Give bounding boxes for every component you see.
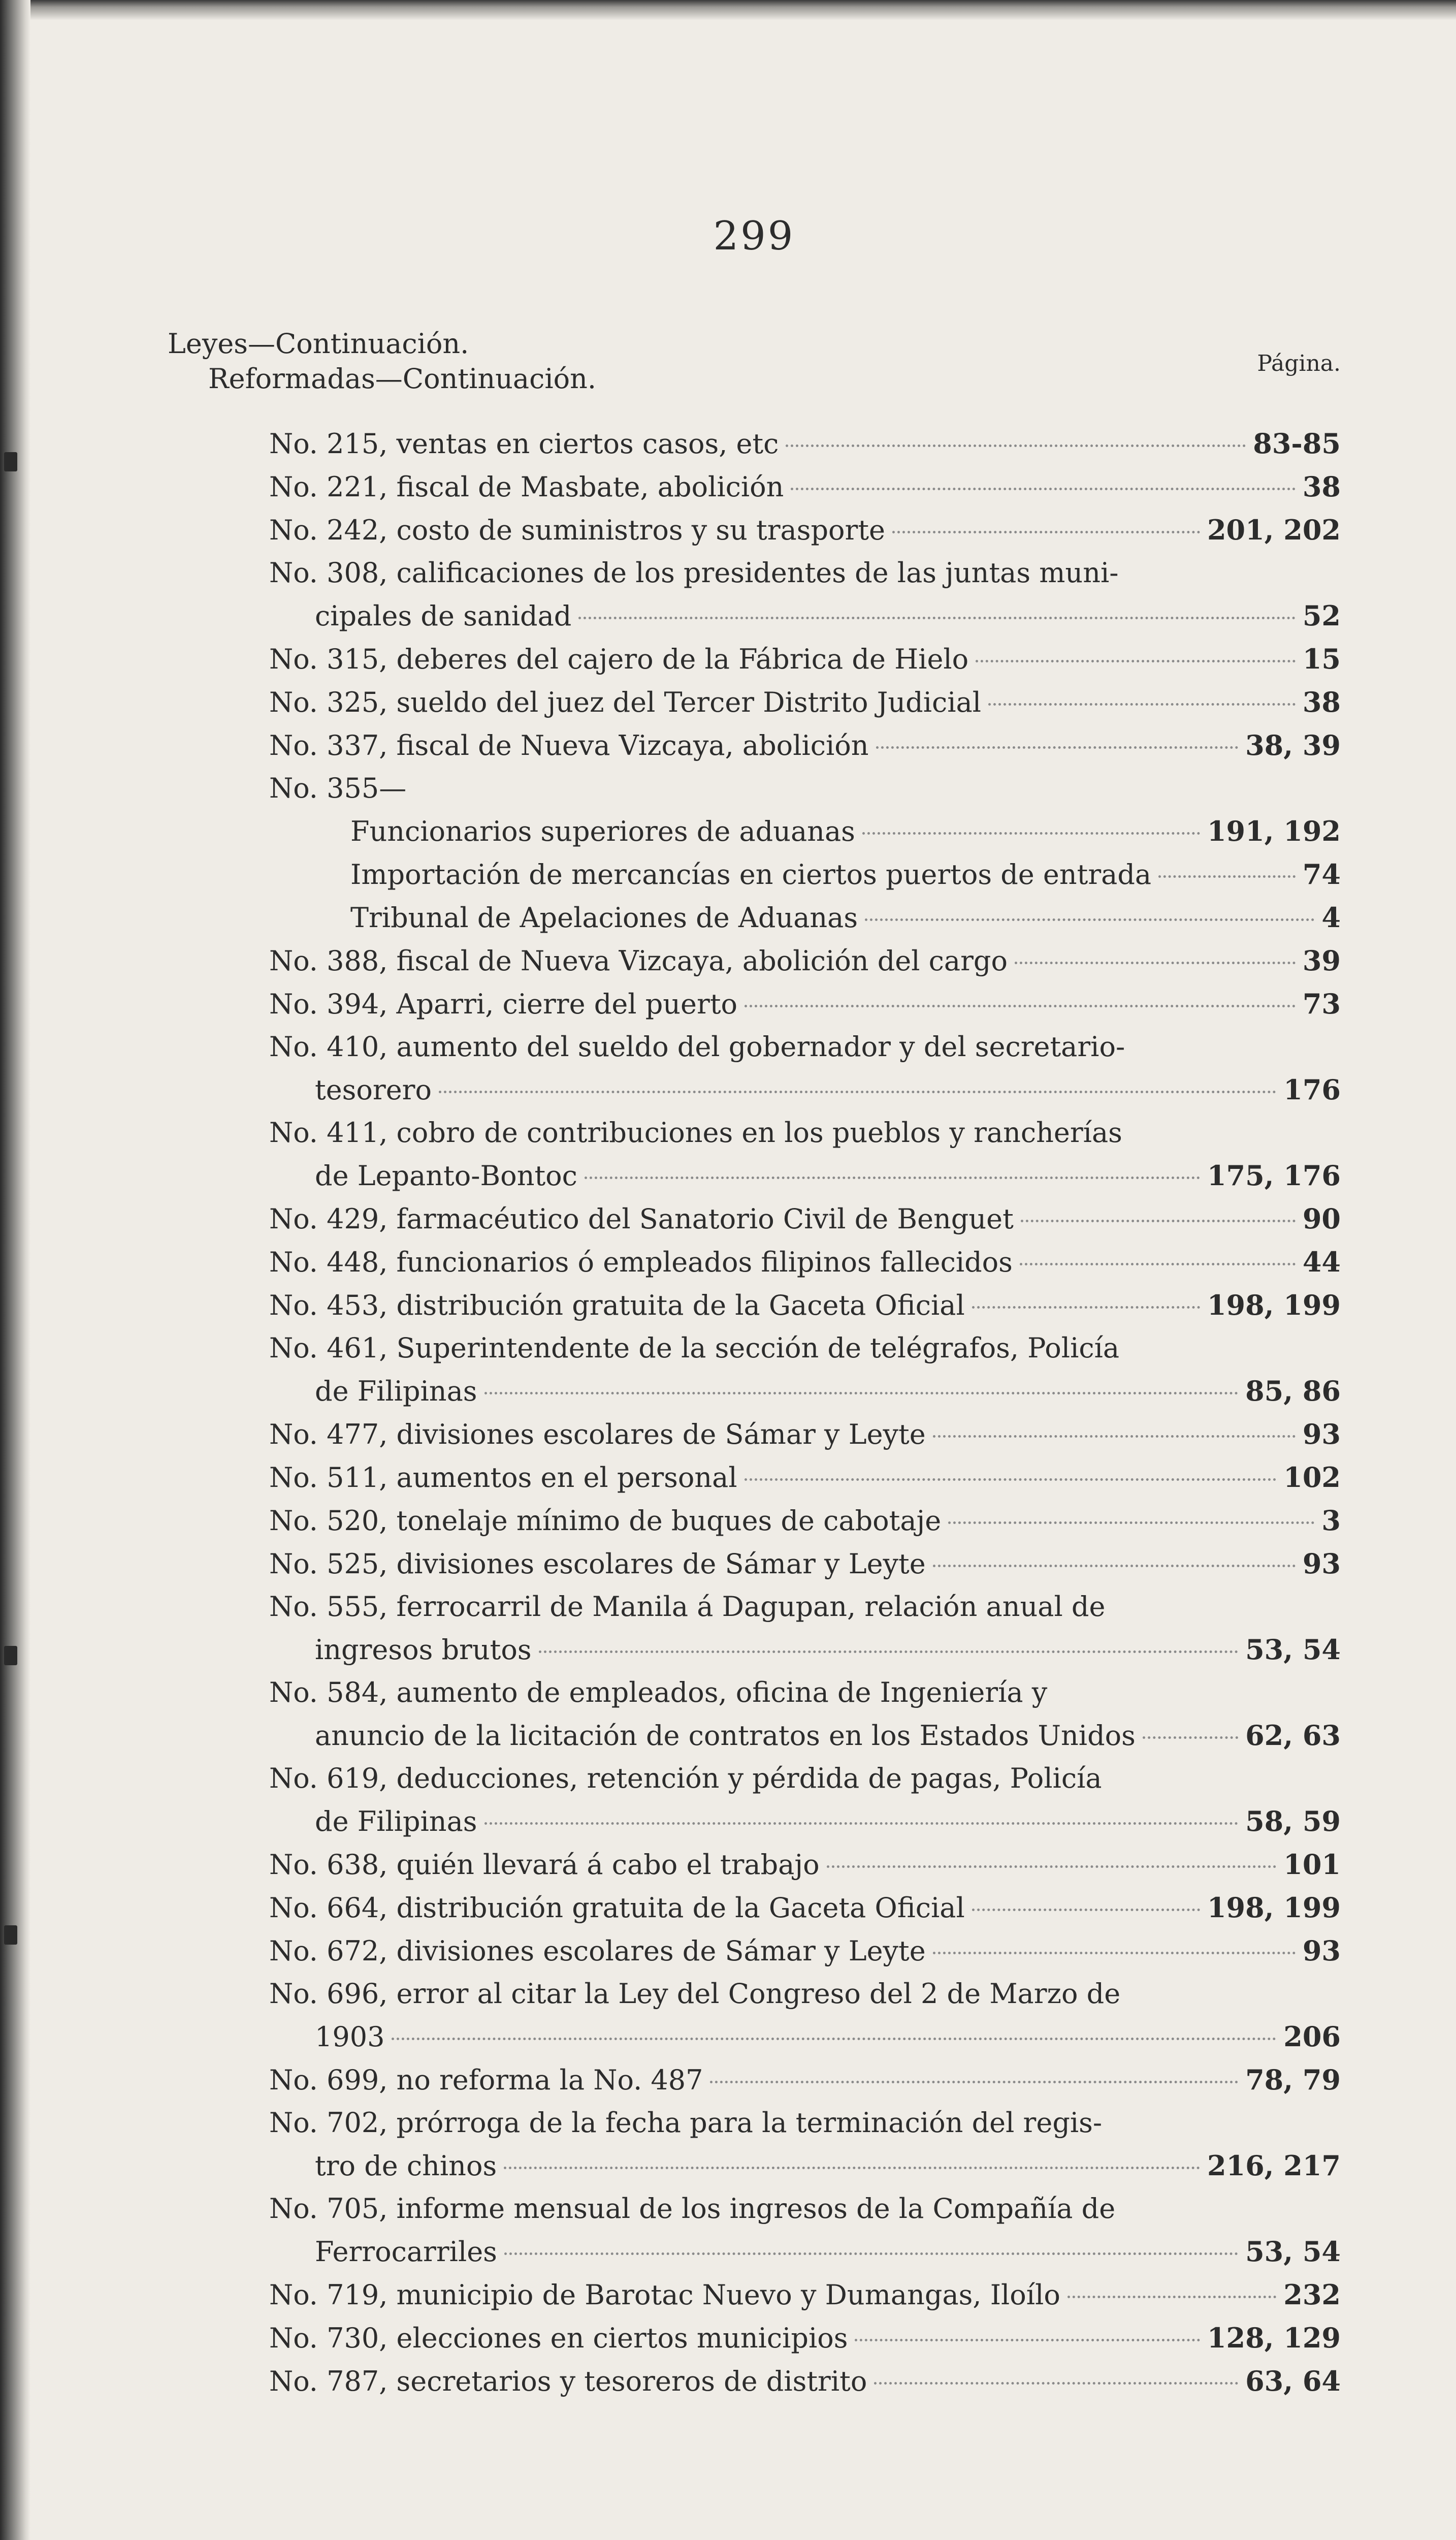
entry-text: No. 699, no reforma la No. 487: [269, 2064, 703, 2096]
entry-text: No. 325, sueldo del juez del Tercer Distrito Judicial: [269, 686, 981, 718]
entry-text: No. 520, tonelaje mínimo de buques de cabotaje: [269, 1505, 942, 1537]
entry-text: No. 664, distribución gratuita de la Gaceta Oficial: [269, 1892, 965, 1924]
entry-pages: 85, 86: [1245, 1375, 1341, 1407]
entry-pages: 175, 176: [1207, 1159, 1341, 1192]
entry-text: tesorero: [315, 1074, 432, 1106]
entry-pages: 201, 202: [1207, 514, 1341, 546]
binding-hole-mark: [4, 1646, 17, 1665]
dot-leader: [1158, 875, 1296, 878]
index-entry: [269, 509, 1341, 552]
dot-leader: [1143, 1736, 1238, 1739]
entry-text: No. 394, Aparri, cierre del puerto: [269, 988, 738, 1020]
dot-leader: [484, 1392, 1239, 1394]
entry-text: No. 215, ventas en ciertos casos, etc: [269, 428, 779, 460]
entry-pages: 128, 129: [1207, 2322, 1341, 2354]
entry-text: ingresos brutos: [315, 1634, 532, 1666]
entry-text-line: No. 555, ferrocarril de Manila á Dagupan, relación anual de: [269, 1591, 1106, 1623]
entry-text: No. 477, divisiones escolares de Sámar y Leyte: [269, 1418, 926, 1450]
index-entry: [269, 724, 1341, 767]
dot-leader: [865, 918, 1314, 921]
dot-leader: [791, 488, 1295, 490]
entry-text: 1903: [315, 2021, 385, 2053]
entry-pages: 3: [1321, 1504, 1341, 1537]
dot-leader: [892, 531, 1200, 533]
entry-text-line: No. 411, cobro de contribuciones en los pueblos y rancherías: [269, 1117, 1122, 1149]
entry-pages: 83-85: [1253, 427, 1341, 460]
page-column-label: Página.: [1257, 351, 1341, 376]
entry-text: No. 787, secretarios y tesoreros de distrito: [269, 2365, 867, 2397]
entry-pages: 52: [1302, 599, 1341, 632]
entry-pages: 198, 199: [1207, 1891, 1341, 1924]
index-entry: [269, 422, 1341, 465]
entry-pages: 232: [1283, 2278, 1341, 2311]
entry-pages: 63, 64: [1245, 2365, 1341, 2397]
entry-pages: 62, 63: [1245, 1719, 1341, 1752]
index-entry: [269, 1499, 1341, 1542]
dot-leader: [972, 1909, 1200, 1911]
dot-leader: [484, 1822, 1239, 1825]
entry-pages: 73: [1302, 988, 1341, 1020]
dot-leader: [933, 1565, 1296, 1567]
dot-leader: [862, 832, 1200, 835]
dot-leader: [972, 1306, 1200, 1309]
entry-text: No. 337, fiscal de Nueva Vizcaya, abolición: [269, 729, 869, 761]
dot-leader: [827, 1865, 1277, 1868]
index-entry: [269, 1026, 1341, 1112]
index-entry: [269, 465, 1341, 509]
entry-pages: 38: [1302, 686, 1341, 718]
dot-leader: [504, 2167, 1200, 2169]
entry-text: No. 672, divisiones escolares de Sámar y Leyte: [269, 1935, 926, 1967]
entry-text: Funcionarios superiores de aduanas: [350, 815, 855, 847]
index-entry: [350, 810, 1341, 853]
index-entry: [269, 1671, 1341, 1757]
entry-text: No. 388, fiscal de Nueva Vizcaya, abolición del cargo: [269, 945, 1008, 977]
entry-text: Tribunal de Apelaciones de Aduanas: [350, 902, 858, 934]
index-entry: [269, 2273, 1341, 2316]
entry-pages: 176: [1283, 1073, 1341, 1106]
entry-pages: 101: [1283, 1848, 1341, 1881]
index-entry: [269, 2360, 1341, 2403]
entry-text-line: No. 308, calificaciones de los presidentes de las juntas muni-: [269, 557, 1119, 589]
entry-text: No. 638, quién llevará á cabo el trabajo: [269, 1849, 820, 1881]
index-entry: [269, 1929, 1341, 1973]
entry-text: No. 315, deberes del cajero de la Fábrica de Hielo: [269, 643, 969, 675]
index-entry: [269, 1197, 1341, 1241]
entry-pages: 206: [1283, 2020, 1341, 2053]
dot-leader: [948, 1521, 1314, 1524]
binding-hole-mark: [4, 1925, 17, 1945]
entry-text: tro de chinos: [315, 2150, 497, 2182]
index-entry: [269, 638, 1341, 681]
dot-leader: [745, 1478, 1277, 1481]
index-entry: [269, 1886, 1341, 1929]
entry-text-line: No. 705, informe mensual de los ingresos de la Compañía de: [269, 2193, 1116, 2225]
entry-text: Importación de mercancías en ciertos puertos de entrada: [350, 859, 1152, 891]
index-entry: [269, 767, 1341, 810]
entry-pages: 15: [1302, 643, 1341, 675]
entry-text-line: No. 702, prórroga de la fecha para la terminación del regis-: [269, 2107, 1103, 2139]
index-entry: [269, 939, 1341, 982]
index-entry: [269, 1241, 1341, 1284]
entry-text-line: No. 410, aumento del sueldo del gobernador y del secretario-: [269, 1031, 1125, 1063]
entry-pages: 74: [1302, 858, 1341, 891]
index-entry: [269, 982, 1341, 1026]
dot-leader: [933, 1952, 1296, 1954]
dot-leader: [933, 1435, 1296, 1438]
page-number: 299: [713, 213, 795, 259]
dot-leader: [1015, 962, 1296, 964]
entry-pages: 39: [1302, 944, 1341, 977]
entry-text: de Filipinas: [315, 1805, 477, 1837]
entry-text: No. 429, farmacéutico del Sanatorio Civil de Benguet: [269, 1203, 1014, 1235]
index-entry: [269, 681, 1341, 724]
dot-leader: [585, 1177, 1200, 1179]
index-entry: [269, 2058, 1341, 2102]
subsection-heading: Reformadas—Continuación.: [208, 363, 597, 395]
index-entry: [269, 2102, 1341, 2187]
entry-text: No. 525, divisiones escolares de Sámar y Leyte: [269, 1548, 926, 1580]
index-entry: [269, 1542, 1341, 1585]
dot-leader: [539, 1650, 1239, 1653]
entry-text: No. 242, costo de suministros y su trasporte: [269, 514, 885, 546]
dot-leader: [976, 660, 1296, 662]
entry-pages: 90: [1302, 1202, 1341, 1235]
dot-leader: [1021, 1220, 1296, 1222]
entry-text: No. 221, fiscal de Masbate, abolición: [269, 471, 784, 503]
entry-pages: 4: [1321, 901, 1341, 934]
dot-leader: [876, 746, 1239, 749]
dot-leader: [504, 2252, 1238, 2255]
entry-text: de Filipinas: [315, 1375, 477, 1407]
entry-text: No. 511, aumentos en el personal: [269, 1462, 737, 1494]
entry-text-line: No. 584, aumento de empleados, oficina de Ingeniería y: [269, 1676, 1048, 1708]
entry-pages: 58, 59: [1245, 1805, 1341, 1837]
index-entry: [269, 1456, 1341, 1499]
index-entry: [269, 1585, 1341, 1671]
entry-text: anuncio de la licitación de contratos en los Estados Unidos: [315, 1720, 1136, 1752]
entry-pages: 38, 39: [1245, 729, 1341, 761]
dot-leader: [1020, 1263, 1296, 1265]
index-entry: [269, 552, 1341, 638]
index-entry: [350, 896, 1341, 939]
entry-pages: 93: [1302, 1418, 1341, 1450]
dot-leader: [786, 444, 1246, 447]
section-heading: Leyes—Continuación.: [168, 328, 469, 360]
entry-text-line: No. 619, deducciones, retención y pérdida de pagas, Policía: [269, 1762, 1102, 1794]
entry-text: cipales de sanidad: [315, 600, 572, 632]
entry-pages: 198, 199: [1207, 1289, 1341, 1321]
entry-text: No. 730, elecciones en ciertos municipios: [269, 2322, 848, 2354]
index-entry: [269, 1757, 1341, 1843]
dot-leader: [578, 617, 1295, 619]
binding-hole-mark: [4, 452, 17, 471]
dot-leader: [439, 1091, 1276, 1093]
index-entry: [269, 1327, 1341, 1413]
dot-leader: [710, 2081, 1238, 2083]
entry-text: de Lepanto-Bontoc: [315, 1160, 577, 1192]
entry-text: No. 355—: [269, 772, 407, 804]
entry-pages: 93: [1302, 1934, 1341, 1967]
entry-pages: 53, 54: [1245, 1633, 1341, 1666]
index-entries: [168, 422, 1341, 2403]
dot-leader: [392, 2038, 1276, 2040]
dot-leader: [874, 2382, 1238, 2385]
index-page: [168, 213, 1341, 2403]
index-entry: [269, 1112, 1341, 1197]
book-binding-edge: [0, 0, 30, 2540]
entry-text-line: No. 696, error al citar la Ley del Congreso del 2 de Marzo de: [269, 1978, 1121, 2010]
index-entry: [269, 1843, 1341, 1886]
index-entry: [269, 2316, 1341, 2360]
entry-pages: 93: [1302, 1547, 1341, 1580]
index-entry: [269, 1973, 1341, 2058]
entry-pages: 78, 79: [1245, 2063, 1341, 2096]
index-entry: [269, 1413, 1341, 1456]
page-top-shadow: [0, 0, 1456, 20]
entry-pages: 191, 192: [1207, 815, 1341, 847]
entry-pages: 216, 217: [1207, 2149, 1341, 2182]
dot-leader: [1067, 2296, 1276, 2298]
index-entry: [350, 853, 1341, 896]
entry-text: No. 453, distribución gratuita de la Gaceta Oficial: [269, 1289, 965, 1321]
entry-text: No. 719, municipio de Barotac Nuevo y Dumangas, Iloílo: [269, 2279, 1060, 2311]
entry-pages: 44: [1302, 1246, 1341, 1278]
entry-pages: 38: [1302, 470, 1341, 503]
entry-pages: 53, 54: [1245, 2235, 1341, 2268]
dot-leader: [988, 703, 1296, 706]
dot-leader: [855, 2339, 1200, 2341]
entry-text: No. 448, funcionarios ó empleados filipinos fallecidos: [269, 1246, 1013, 1278]
dot-leader: [745, 1005, 1296, 1007]
entry-text-line: No. 461, Superintendente de la sección de telégrafos, Policía: [269, 1332, 1120, 1364]
index-entry: [269, 2187, 1341, 2273]
entry-pages: 102: [1283, 1461, 1341, 1494]
entry-text: Ferrocarriles: [315, 2236, 497, 2268]
index-entry: [269, 1284, 1341, 1327]
